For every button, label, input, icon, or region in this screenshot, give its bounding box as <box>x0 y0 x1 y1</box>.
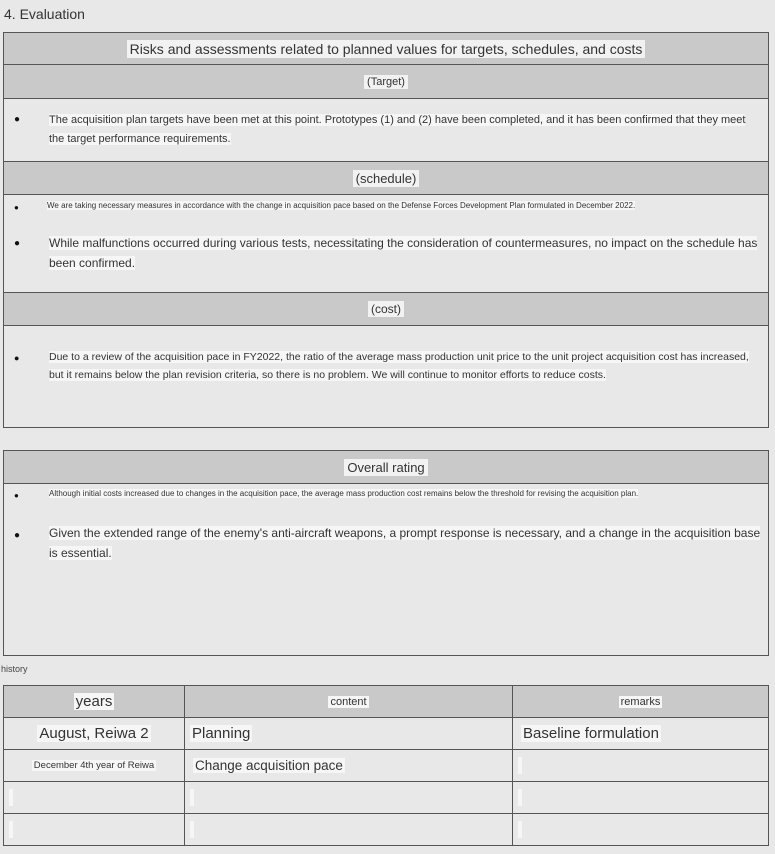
history-content-cell <box>185 814 513 846</box>
cost-label: (cost) <box>368 301 404 317</box>
table-row <box>4 718 769 750</box>
col-header-years: years <box>4 686 185 718</box>
overall-rating-header <box>4 451 768 484</box>
history-year-cell <box>4 814 185 846</box>
bullet-icon: ● <box>14 530 21 541</box>
history-remarks-cell <box>513 750 769 782</box>
history-year-cell: August, Reiwa 2 <box>4 718 185 750</box>
table-row <box>4 814 769 846</box>
history-year-cell: December 4th year of Reiwa <box>4 750 185 782</box>
section-title: 4. Evaluation <box>4 6 85 22</box>
cost-bullet-text: Due to a review of the acquisition pace in FY2022, the ratio of the average mass production unit price to the unit project acquisition cost has increased, but it remains below the plan revision criteria, so there is no problem. We will continue to monitor efforts to reduce costs. <box>49 351 749 381</box>
history-content-cell: Change acquisition pace <box>185 750 513 782</box>
history-content-cell <box>185 782 513 814</box>
schedule-bullet-text-2: While malfunctions occurred during various tests, necessitating the consideration of countermeasures, no impact on the schedule has been confirmed. <box>49 236 758 271</box>
history-label: history <box>1 664 28 674</box>
target-label: (Target) <box>364 75 408 89</box>
overall-bullet-text-2: Given the extended range of the enemy's anti-aircraft weapons, a prompt response is necessary, and a change in the acquisition base is essential. <box>49 526 761 561</box>
bullet-icon: ● <box>14 203 19 212</box>
risks-title-header <box>4 33 768 65</box>
col-header-content: content <box>185 686 513 718</box>
col-header-remarks: remarks <box>513 686 769 718</box>
history-header-row <box>4 686 769 718</box>
overall-bullet-text-1: Although initial costs increased due to changes in the acquisition pace, the average mass production cost remains below the threshold for revising the acquisition plan. <box>49 489 639 498</box>
schedule-header <box>4 161 768 195</box>
risks-title: Risks and assessments related to planned values for targets, schedules, and costs <box>127 40 646 58</box>
table-row <box>4 782 769 814</box>
history-content-cell: Planning <box>185 718 513 750</box>
history-remarks-cell: Baseline formulation <box>513 718 769 750</box>
target-header <box>4 65 768 99</box>
history-remarks-cell <box>513 814 769 846</box>
bullet-icon: ● <box>14 238 21 249</box>
bullet-icon: ● <box>14 114 21 125</box>
bullet-icon: ● <box>14 491 19 500</box>
target-bullet-text: The acquisition plan targets have been met at this point. Prototypes (1) and (2) have been completed, and it has been confirmed that they meet the target performance requirements. <box>49 114 746 145</box>
history-table <box>3 685 769 846</box>
overall-rating-title: Overall rating <box>344 459 427 476</box>
overall-rating-box <box>3 450 769 656</box>
history-year-cell <box>4 782 185 814</box>
cost-header <box>4 292 768 326</box>
schedule-bullet-text-1: We are taking necessary measures in accordance with the change in acquisition pace based on the Defense Forces Development Plan formulated in December 2022. <box>47 201 636 210</box>
table-row <box>4 750 769 782</box>
schedule-label: (schedule) <box>353 170 420 187</box>
risks-assessment-box <box>3 32 769 428</box>
history-remarks-cell <box>513 782 769 814</box>
bullet-icon: ● <box>14 353 20 363</box>
